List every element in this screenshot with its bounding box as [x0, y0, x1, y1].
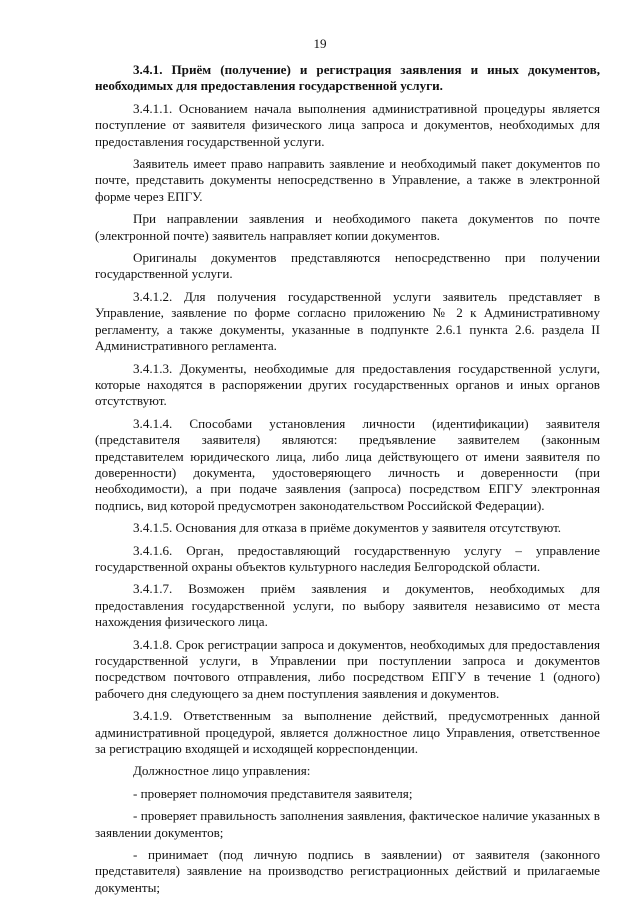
paragraph: Заявитель имеет право направить заявление и необходимый пакет документов по почте, представить документы непосредственно в Управление, а также в электронной форме через ЕПГУ. [95, 156, 600, 204]
paragraph: Должностное лицо управления: [133, 763, 311, 779]
paragraph: 3.4.1.7. Возможен приём заявления и документов, необходимых для предоставления государственной услуги, по выбору заявителя независимо от места нахождения физического лица. [95, 581, 600, 630]
paragraph: 3.4.1.2. Для получения государственной услуги заявитель представляет в Управление, заявление по форме согласно приложению № 2 к Административному регламенту, а также документы, указанные в подпункте 2.6.1 пункта 2.6. раздела II Административного регламента. [95, 288, 600, 354]
paragraph: При направлении заявления и необходимого пакета документов по почте (электронной почте) заявитель направляет копии документов. [95, 211, 600, 243]
list-item: - принимает (под личную подпись в заявлении) от заявителя (законного представителя) заявление на производство регистрационных действий и прилагаемые документы; [95, 847, 600, 895]
page-number: 19 [313, 36, 327, 51]
paragraph: 3.4.1.3. Документы, необходимые для предоставления государственной услуги, которые находятся в распоряжении других государственных органов и иных органов отсутствуют. [95, 360, 600, 409]
section-heading: 3.4.1. Приём (получение) и регистрация заявления и иных документов, необходимых для предоставления государственной услуги. [95, 62, 600, 94]
list-item: - проверяет полномочия представителя заявителя; [133, 785, 413, 801]
paragraph: 3.4.1.9. Ответственным за выполнение действий, предусмотренных данной административной процедурой, является должностное лицо Управления, ответственное за регистрацию входящей и исходящей корреспонденции. [95, 708, 600, 757]
paragraph: 3.4.1.5. Основания для отказа в приёме документов у заявителя отсутствуют. [133, 520, 562, 536]
paragraph: 3.4.1.6. Орган, предоставляющий государственную услугу – управление государственной охраны объектов культурного наследия Белгородской области. [95, 542, 600, 574]
paragraph: 3.4.1.8. Срок регистрации запроса и документов, необходимых для предоставления государственной услуги, в Управлении при поступлении запроса и документов посредством почтового отправления, либо посредством ЕПГУ в течение 1 (одного) рабочего дня следующего за днем поступления заявления и документов. [95, 636, 600, 701]
document-body [95, 62, 600, 902]
paragraph: 3.4.1.1. Основанием начала выполнения административной процедуры является поступление от заявителя физического лица запроса и документов, необходимых для предоставления государственной услуги. [95, 100, 600, 149]
paragraph: Оригиналы документов представляются непосредственно при получении государственной услуги. [95, 250, 600, 282]
paragraph: 3.4.1.4. Способами установления личности (идентификации) заявителя (представителя заявителя) являются: предъявление заявителем (законным представителем юридического лица, либо лица действующего от имени заявителя по доверенности) документа, удостоверяющего личность и доверенности (при необходимости), а при подаче заявления (запроса) посредством ЕПГУ электронная подпись, вид которой предусмотрен законодательством Российской Федерации). [95, 415, 600, 513]
list-item: - проверяет правильность заполнения заявления, фактическое наличие указанных в заявлении документов; [95, 808, 600, 840]
